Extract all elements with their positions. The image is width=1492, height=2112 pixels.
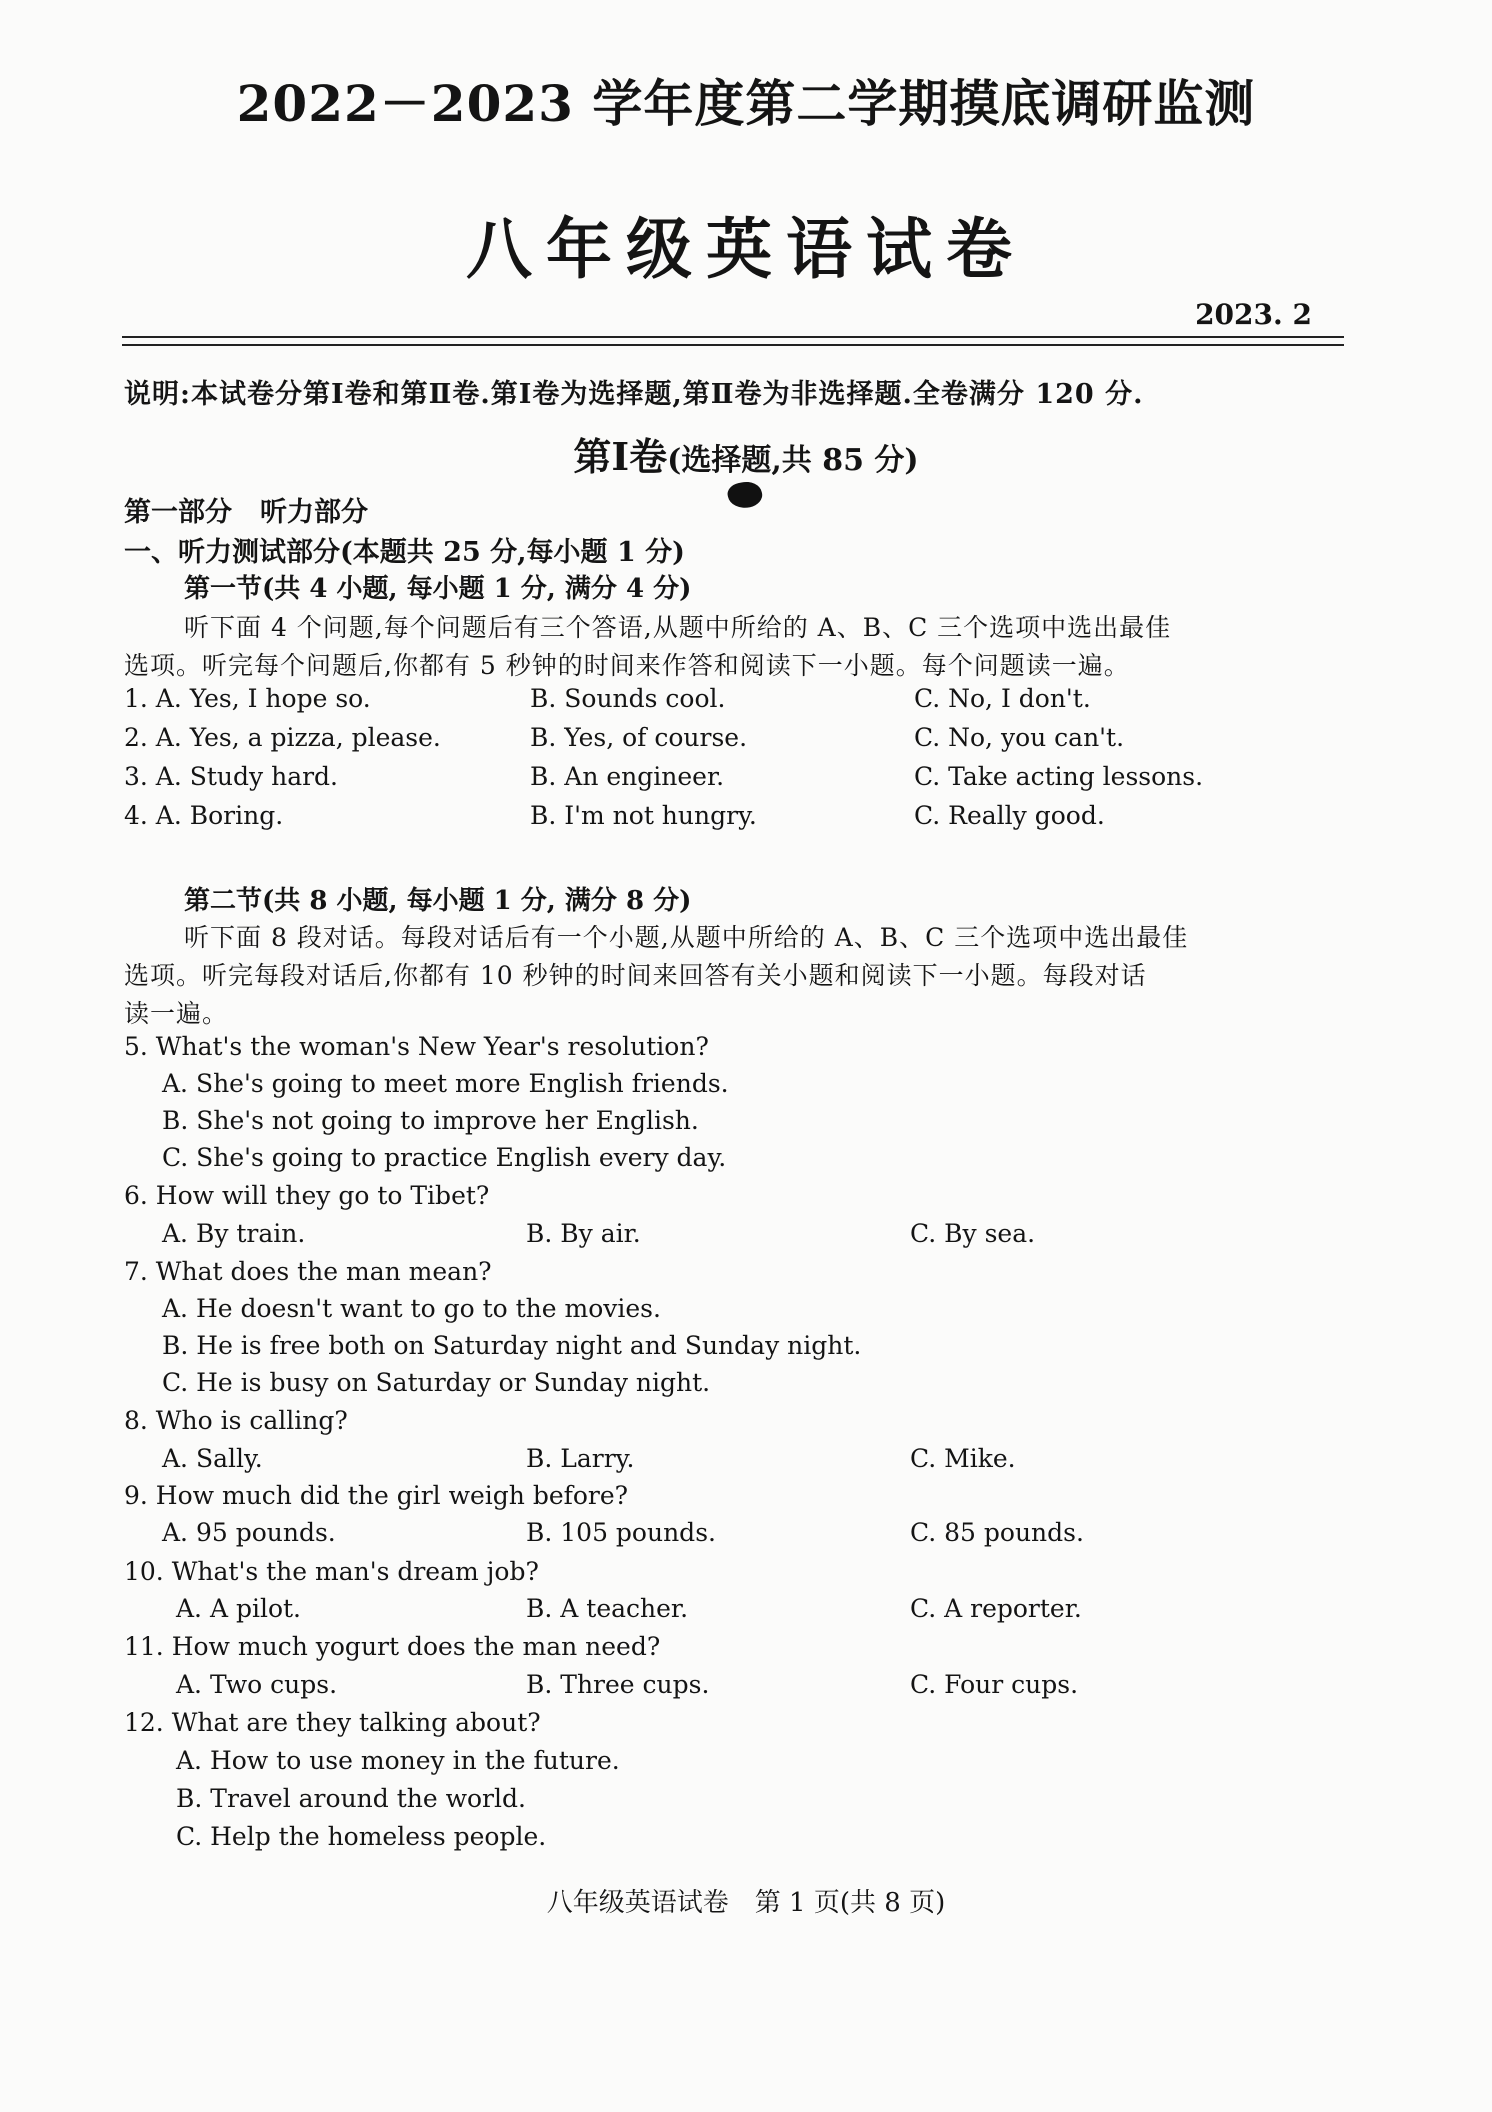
- q12-stem: 12. What are they talking about?: [124, 1708, 541, 1737]
- part-title: 第一部分: [124, 497, 232, 528]
- subsection1-instruction-line: 选项。听完每个问题后,你都有 5 秒钟的时间来作答和阅读下一小题。每个问题读一遍。: [124, 651, 1130, 680]
- q11-option-c: C. Four cups.: [910, 1670, 1079, 1699]
- q4-option-a: 4. A. Boring.: [124, 801, 284, 830]
- q6-option-a: A. By train.: [162, 1219, 306, 1248]
- q1-option-a: 1. A. Yes, I hope so.: [124, 684, 371, 713]
- q2-option-b: B. Yes, of course.: [530, 723, 748, 752]
- q6-option-b: B. By air.: [526, 1219, 641, 1248]
- q10-option-c: C. A reporter.: [910, 1594, 1082, 1623]
- q5-stem: 5. What's the woman's New Year's resolution?: [124, 1032, 709, 1061]
- volume-label: 第Ⅰ卷: [573, 434, 668, 479]
- q3-option-b: B. An engineer.: [530, 762, 725, 791]
- subsection1-heading: 第一节(共 4 小题, 每小题 1 分, 满分 4 分): [184, 574, 692, 604]
- q3-option-a: 3. A. Study hard.: [124, 762, 339, 791]
- subsection2-instruction-line: 听下面 8 段对话。每段对话后有一个小题,从题中所给的 A、B、C 三个选项中选出最佳: [184, 923, 1189, 952]
- q10-option-a: A. A pilot.: [176, 1594, 301, 1623]
- section-heading: 一、听力测试部分(本题共 25 分,每小题 1 分): [124, 537, 685, 568]
- q3-option-c: C. Take acting lessons.: [914, 762, 1204, 791]
- q11-option-a: A. Two cups.: [176, 1670, 338, 1699]
- q6-stem: 6. How will they go to Tibet?: [124, 1181, 490, 1210]
- q4-option-c: C. Really good.: [914, 801, 1105, 830]
- q7-option-b: B. He is free both on Saturday night and Sunday night.: [162, 1331, 862, 1360]
- q1-option-c: C. No, I don't.: [914, 684, 1091, 713]
- q12-option-c: C. Help the homeless people.: [176, 1822, 547, 1851]
- q7-option-a: A. He doesn't want to go to the movies.: [162, 1294, 661, 1323]
- q5-option-b: B. She's not going to improve her English.: [162, 1106, 699, 1135]
- q9-option-a: A. 95 pounds.: [162, 1518, 336, 1547]
- subsection2-instruction-line: 读一遍。: [124, 999, 229, 1028]
- q8-option-a: A. Sally.: [162, 1444, 263, 1473]
- q10-option-b: B. A teacher.: [526, 1594, 689, 1623]
- q11-stem: 11. How much yogurt does the man need?: [124, 1632, 661, 1661]
- q9-stem: 9. How much did the girl weigh before?: [124, 1481, 629, 1510]
- q5-option-a: A. She's going to meet more English friends.: [162, 1069, 729, 1098]
- q2-option-a: 2. A. Yes, a pizza, please.: [124, 723, 441, 752]
- subsection2-instruction-line: 选项。听完每段对话后,你都有 10 秒钟的时间来回答有关小题和阅读下一小题。每段对话: [124, 961, 1147, 990]
- volume-title: [0, 426, 1492, 481]
- q9-option-c: C. 85 pounds.: [910, 1518, 1084, 1547]
- q11-option-b: B. Three cups.: [526, 1670, 710, 1699]
- q12-option-a: A. How to use money in the future.: [176, 1746, 620, 1775]
- page-footer: 八年级英语试卷 第 1 页(共 8 页): [546, 1888, 946, 1918]
- ink-blot: [726, 479, 765, 512]
- exam-date: 2023. 2: [1195, 298, 1312, 331]
- q7-option-c: C. He is busy on Saturday or Sunday night.: [162, 1368, 711, 1397]
- q6-option-c: C. By sea.: [910, 1219, 1036, 1248]
- q9-option-b: B. 105 pounds.: [526, 1518, 716, 1547]
- q2-option-c: C. No, you can't.: [914, 723, 1125, 752]
- subsection2-heading: 第二节(共 8 小题, 每小题 1 分, 满分 8 分): [184, 886, 692, 916]
- header-rule-bottom: [122, 344, 1344, 346]
- header-rule-top: [122, 336, 1344, 338]
- subsection1-instruction-line: 听下面 4 个问题,每个问题后有三个答语,从题中所给的 A、B、C 三个选项中选出最佳: [184, 613, 1172, 642]
- volume-detail: (选择题,共 85 分): [667, 443, 919, 478]
- q8-option-b: B. Larry.: [526, 1444, 635, 1473]
- q10-stem: 10. What's the man's dream job?: [124, 1557, 539, 1586]
- part-heading: [124, 490, 368, 529]
- exam-subtitle: 八年级英语试卷: [466, 210, 1026, 288]
- q1-option-b: B. Sounds cool.: [530, 684, 726, 713]
- exam-note: 说明:本试卷分第Ⅰ卷和第Ⅱ卷.第Ⅰ卷为选择题,第Ⅱ卷为非选择题.全卷满分 120 分.: [124, 379, 1144, 410]
- q7-stem: 7. What does the man mean?: [124, 1257, 492, 1286]
- exam-title: 2022－2023 学年度第二学期摸底调研监测: [236, 74, 1256, 133]
- q4-option-b: B. I'm not hungry.: [530, 801, 757, 830]
- q8-option-c: C. Mike.: [910, 1444, 1016, 1473]
- part-name: 听力部分: [260, 497, 368, 528]
- q8-stem: 8. Who is calling?: [124, 1406, 348, 1435]
- q5-option-c: C. She's going to practice English every day.: [162, 1143, 727, 1172]
- q12-option-b: B. Travel around the world.: [176, 1784, 526, 1813]
